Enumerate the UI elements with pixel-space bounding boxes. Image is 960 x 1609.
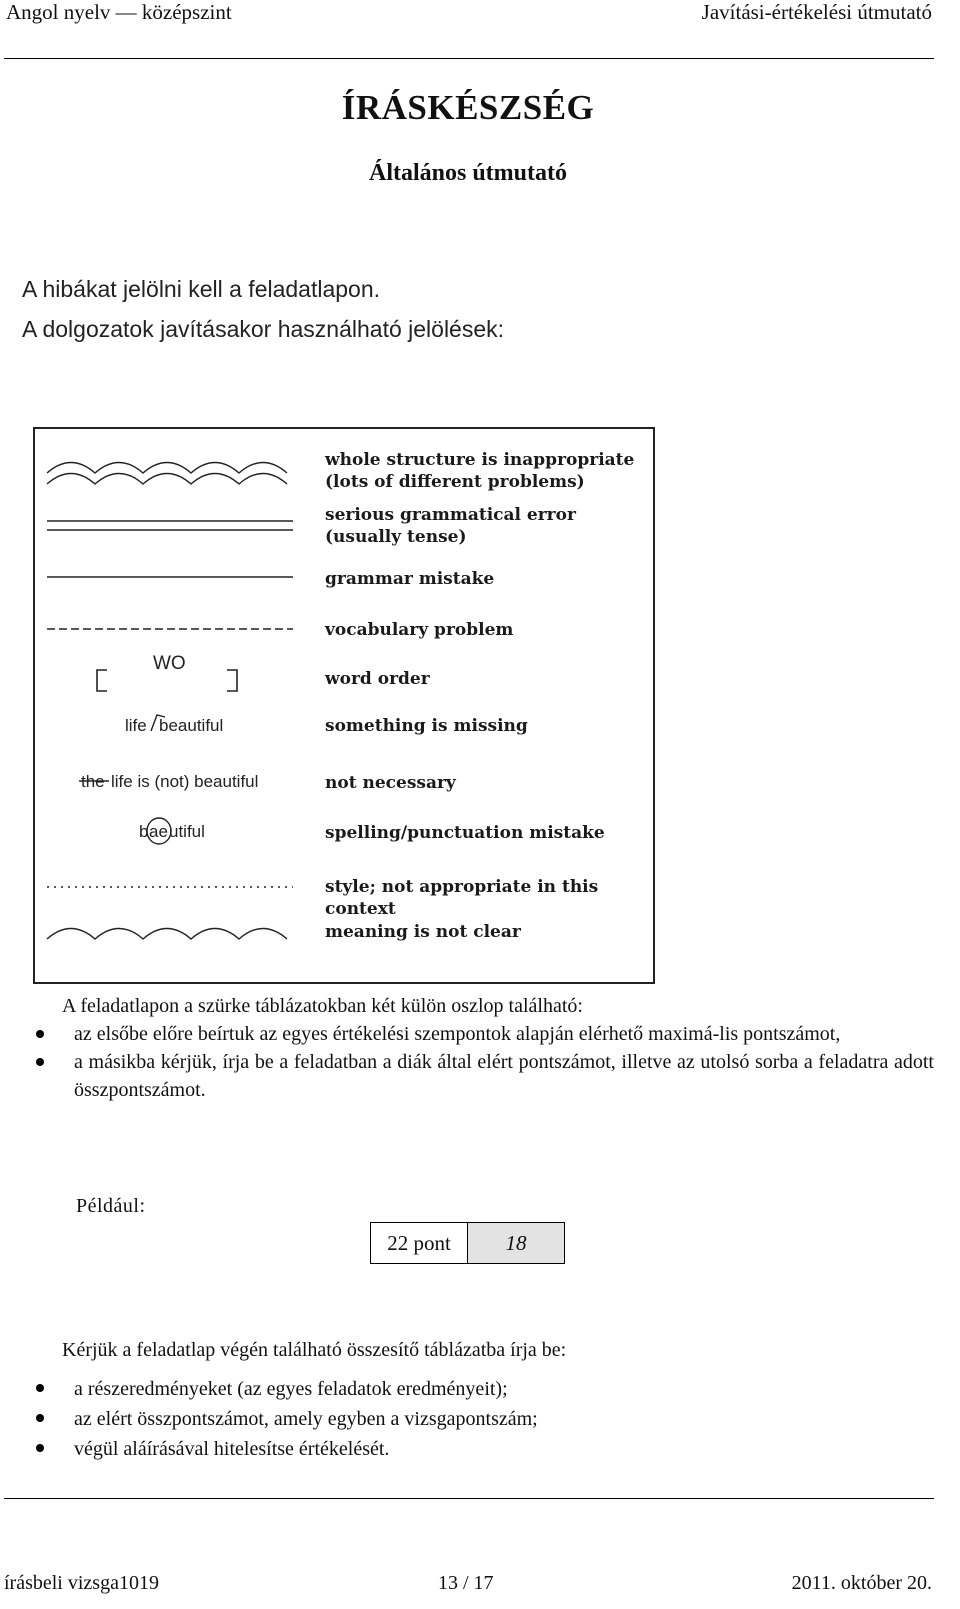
marking-legend-box [33, 427, 655, 984]
columns-section [62, 992, 934, 1104]
legend-label-spelling [325, 822, 605, 844]
header-doc-type: Javítási-értékelési útmutató [701, 0, 932, 24]
list-item-text: a másikba kérjük, írja be a feladatban a diák által elért pontszámot, illetve az utolsó sorba a feladatra adott összpontszámot. [74, 1051, 934, 1101]
bullet-icon [36, 1058, 44, 1066]
legend-label-line: spelling/punctuation mistake [325, 823, 605, 843]
legend-label-whole-structure [325, 449, 634, 493]
legend-label-line: serious grammatical error [325, 505, 576, 525]
example-label: Például: [76, 1195, 146, 1217]
legend-label-line: word order [325, 669, 430, 689]
list-item-text: az elért összpontszámot, amely egyben a vizsgapontszám; [74, 1408, 538, 1430]
example-score-table [370, 1222, 565, 1264]
bullet-icon [36, 1444, 44, 1452]
list-item [0, 1404, 934, 1434]
legend-label-serious-grammar [325, 504, 576, 548]
spelling-example-after: utiful [169, 822, 205, 841]
strike-example-struck: the [81, 772, 105, 791]
missing-example-text-2: beautiful [159, 716, 224, 735]
legend-label-not-necessary [325, 772, 456, 794]
spelling-example-before: b [139, 822, 149, 841]
footer-date: 2011. október 20. [791, 1572, 932, 1594]
legend-label-grammar [325, 568, 494, 590]
wo-label: WO [153, 653, 186, 674]
legend-label-line: something is missing [325, 716, 528, 736]
spelling-example-circled: ae [149, 822, 168, 841]
list-item-text: az elsőbe előre beírtuk az egyes értékelési szempontok alapján elérhető maximá-lis pontszámot, [74, 1023, 841, 1045]
legend-label-vocabulary [325, 619, 513, 641]
missing-example-text-1: life [125, 716, 147, 735]
legend-label-word-order [325, 668, 430, 690]
page-title: ÍRÁSKÉSZSÉG [341, 88, 595, 127]
page-header [0, 0, 960, 30]
list-item [0, 1434, 934, 1464]
legend-label-line: whole structure is inappropriate [325, 450, 635, 470]
bullet-icon [36, 1030, 44, 1038]
single-wavy-line-icon [47, 929, 287, 940]
double-wavy-line-icon [47, 463, 287, 485]
list-item [0, 1020, 934, 1048]
legend-label-line: (usually tense) [325, 527, 467, 547]
page-subtitle: Általános útmutató [368, 160, 567, 186]
legend-label-missing [325, 715, 528, 737]
legend-label-meaning [325, 921, 521, 943]
max-points-cell: 22 pont [371, 1223, 468, 1263]
legend-label-style [325, 876, 653, 920]
list-item-text: a részeredményeket (az egyes feladatok eredményeit); [74, 1378, 508, 1400]
intro-line-1: A hibákat jelölni kell a feladatlapon. [22, 276, 381, 302]
legend-label-line: vocabulary problem [325, 620, 514, 640]
summary-section [62, 1336, 934, 1464]
list-item [0, 1374, 934, 1404]
bullet-icon [36, 1414, 44, 1422]
footer-rule [4, 1498, 934, 1499]
double-underline-icon [47, 521, 293, 530]
header-rule [4, 58, 934, 59]
achieved-points-cell: 18 [468, 1223, 564, 1263]
summary-paragraph: Kérjük a feladatlap végén található összesítő táblázatba írja be: [62, 1339, 567, 1361]
bullet-icon [36, 1384, 44, 1392]
legend-label-line: grammar mistake [325, 569, 495, 589]
footer-page-number: 13 / 17 [438, 1572, 494, 1594]
footer-exam-code: írásbeli vizsga1019 [4, 1572, 159, 1594]
strike-example-text: life is (not) beautiful [111, 772, 259, 791]
intro-line-2: A dolgozatok javításakor használható jelölések: [22, 316, 505, 342]
legend-label-line: meaning is not clear [325, 922, 521, 942]
columns-paragraph: A feladatlapon a szürke táblázatokban két külön oszlop található: [62, 995, 583, 1017]
legend-label-line: not necessary [325, 773, 456, 793]
legend-label-line: (lots of different problems) [325, 472, 585, 492]
legend-label-line: style; not appropriate in this context [325, 877, 599, 919]
header-subject: Angol nyelv — középszint [6, 0, 232, 24]
list-item-text: végül aláírásával hitelesítse értékelését. [74, 1438, 390, 1460]
list-item [0, 1048, 934, 1104]
